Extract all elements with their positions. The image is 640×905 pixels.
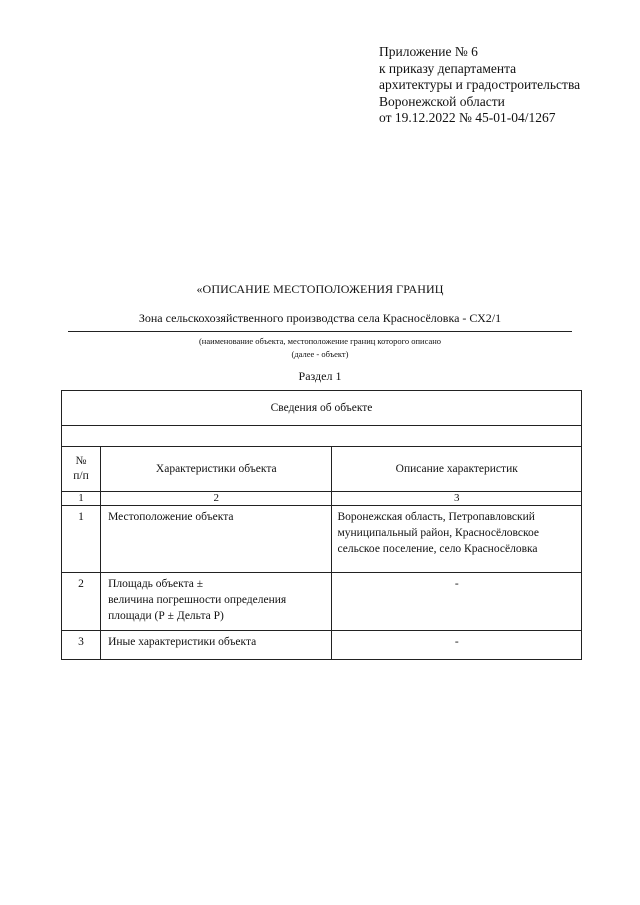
column-index: 3 [332,492,582,506]
hint-line: (наименование объекта, местоположение границ которого описано [198,336,442,346]
row-characteristic: Площадь объекта ± величина погрешности определения площади (Р ± Дельта Р) [101,573,332,631]
object-name-underline [68,331,572,332]
row-description: Воронежская область, Петропавловский муниципальный район, Красносёловское сельское поселение, село Красносёловка [332,506,582,573]
column-index: 1 [62,492,101,506]
row-num: 2 [62,573,101,631]
appendix-line: Приложение № 6 [379,44,478,59]
table-blank-row [62,426,582,447]
table-row [62,573,582,631]
table-caption: Сведения об объекте [62,391,582,426]
row-characteristic: Местоположение объекта [101,506,332,573]
appendix-line: Воронежской области [379,93,505,109]
table-row [62,631,582,660]
appendix-line: архитектуры и градостроительства [379,77,581,92]
row-description: - [332,573,582,631]
row-description: - [332,631,582,660]
document-title: «ОПИСАНИЕ МЕСТОПОЛОЖЕНИЯ ГРАНИЦ [196,282,444,296]
appendix-line: к приказу департамента [379,60,517,76]
header-description: Описание характеристик [332,447,582,492]
row-num: 1 [62,506,101,573]
table-blank-cell [62,426,582,447]
row-num: 3 [62,631,101,660]
table-caption-row [62,391,582,426]
table-header-row [62,447,582,492]
column-index: 2 [101,492,332,506]
object-name: Зона сельскохозяйственного производства села Красносёловка - СХ2/1 [138,311,502,325]
header-characteristics: Характеристики объекта [101,447,332,492]
table-row [62,506,582,573]
column-index-row [62,492,582,506]
section-title: Раздел 1 [298,369,342,383]
object-info-table [61,390,582,660]
header-num: № п/п [62,447,101,492]
hint-line: (далее - объект) [291,348,349,359]
object-name-hint [0,335,640,360]
row-characteristic: Иные характеристики объекта [101,631,332,660]
appendix-block [379,44,580,127]
appendix-line: от 19.12.2022 № 45-01-04/1267 [379,110,556,125]
